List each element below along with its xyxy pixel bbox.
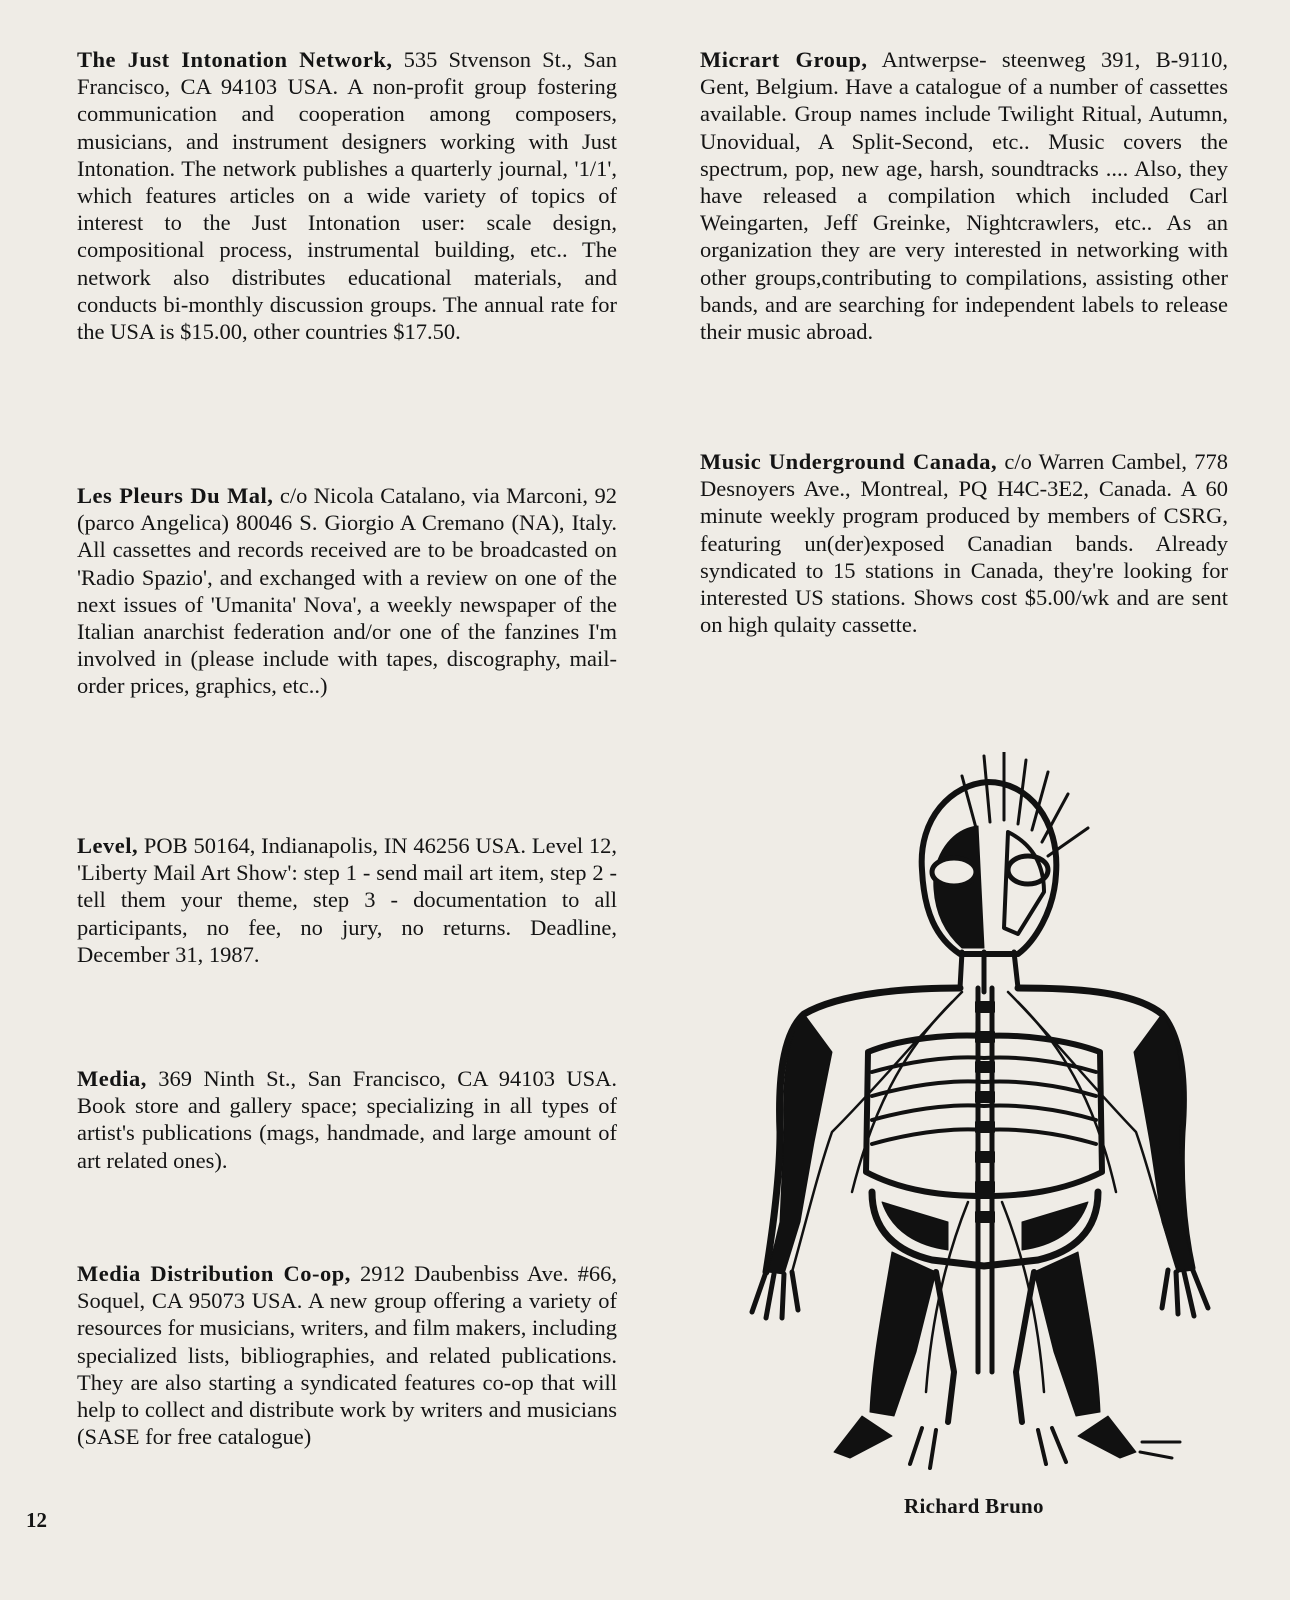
listing-entry bbox=[77, 482, 617, 700]
illustration-credit: Richard Bruno bbox=[904, 1494, 1044, 1518]
listing-entry bbox=[77, 46, 617, 345]
listing-text: POB 50164, Indianapolis, IN 46256 USA. Level 12, 'Liberty Mail Art Show': step 1 - send mail art item, step 2 - tell them your theme, step 3 - documentation to all participants, no fee, no jury, no returns. Deadline, December 31, 1987. bbox=[77, 833, 617, 967]
listing-entry bbox=[77, 1065, 617, 1174]
listing-name: Media, bbox=[77, 1066, 147, 1091]
listing-entry bbox=[700, 448, 1228, 638]
listing-text: 535 Stvenson St., San Francisco, CA 94103 USA. A non-profit group fostering communication and cooperation among composers, musicians, and instrument designers working with Just Intonation. The network publishes a quarterly journal, '1/1', which features articles on a wide variety of topics of interest to the Just Intonation user: scale design, compositional process, instrumental building, etc.. The network also distributes educational materials, and conducts bi-monthly discussion groups. The annual rate for the USA is $15.00, other countries $17.50. bbox=[77, 47, 618, 345]
listing-text: c/o Nicola Catalano, via Marconi, 92 (parco Angelica) 80046 S. Giorgio A Cremano (NA), Italy. All cassettes and records received are to be broadcasted on 'Radio Spazio', and exchanged with a review on one of the next issues of 'Umanita' Nova', a weekly newspaper of the Italian anarchist federation and/or one of the fanzines I'm involved in (please include with tapes, discography, mail-order prices, graphics, etc..) bbox=[77, 483, 617, 699]
listing-name: Media Distribution Co-op, bbox=[77, 1261, 351, 1286]
listing-name: The Just Intonation Network, bbox=[77, 47, 393, 72]
listing-text: Antwerpse- steenweg 391, B-9110, Gent, Belgium. Have a catalogue of a number of cassettes available. Group names include Twilight Ritual, Autumn, Unovidual, A Split-Second, etc.. Music covers the spectrum, pop, new age, harsh, soundtracks .... Also, they have released a compilation which included Carl Weingarten, Jeff Greinke, Nightcrawlers, etc.. As an organization they are very interested in networking with other groups,contributing to compilations, assisting other bands, and are searching for independent labels to release their music abroad. bbox=[700, 47, 1228, 345]
listing-text: 369 Ninth St., San Francisco, CA 94103 USA. Book store and gallery space; specializing in all types of artist's publications (mags, handmade, and large amount of art related ones). bbox=[77, 1066, 617, 1173]
listing-name: Micrart Group, bbox=[700, 47, 868, 72]
listing-entry bbox=[77, 832, 617, 968]
listing-name: Level, bbox=[77, 833, 139, 858]
listing-text: c/o Warren Cambel, 778 Desnoyers Ave., Montreal, PQ H4C-3E2, Canada. A 60 minute weekly program produced by members of CSRG, featuring un(der)exposed Canadian bands. Already syndicated to 15 stations in Canada, they're looking for interested US stations. Shows cost $5.00/wk and are sent on high qulaity cassette. bbox=[700, 449, 1228, 638]
anatomical-figure-illustration bbox=[722, 752, 1228, 1472]
listing-entry bbox=[77, 1260, 617, 1450]
listing-text: 2912 Daubenbiss Ave. #66, Soquel, CA 95073 USA. A new group offering a variety of resources for musicians, writers, and film makers, including specialized lists, bibliographies, and related publications. They are also starting a syndicated features co-op that will help to collect and distribute work by writers and musicians (SASE for free catalogue) bbox=[77, 1261, 617, 1450]
listing-name: Music Underground Canada, bbox=[700, 449, 998, 474]
listing-name: Les Pleurs Du Mal, bbox=[77, 483, 274, 508]
page-number: 12 bbox=[26, 1508, 47, 1532]
listing-entry bbox=[700, 46, 1228, 345]
